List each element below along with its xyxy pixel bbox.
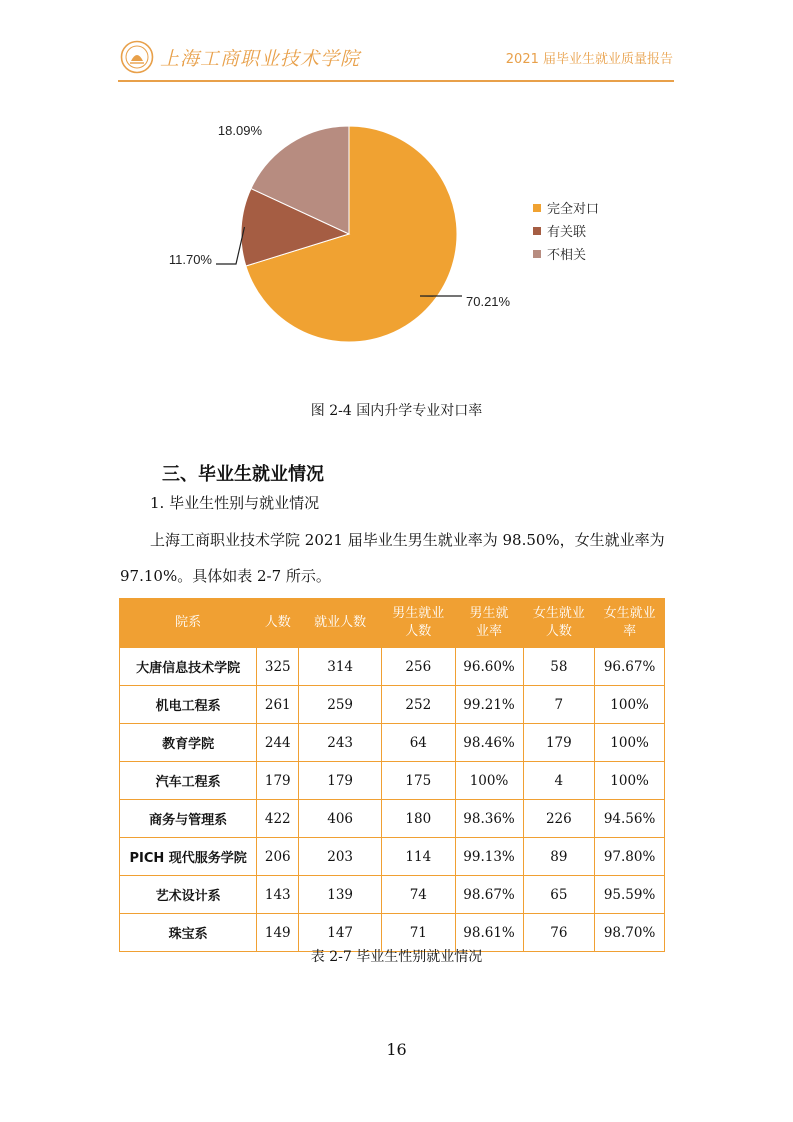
table-cell: 256 [382, 648, 456, 686]
table-cell: 76 [523, 914, 595, 952]
table-cell: 89 [523, 838, 595, 876]
table-cell: 114 [382, 838, 456, 876]
table-cell: 226 [523, 800, 595, 838]
school-name: 上海工商职业技术学院 [160, 48, 361, 70]
table-row [120, 876, 665, 914]
table-cell: 96.60% [455, 648, 523, 686]
table-cell: 422 [257, 800, 299, 838]
table-cell: 74 [382, 876, 456, 914]
table-row [120, 838, 665, 876]
table-cell: 98.36% [455, 800, 523, 838]
department-cell: 机电工程系 [120, 686, 257, 724]
table-row [120, 724, 665, 762]
table-cell: 325 [257, 648, 299, 686]
table-cell: 95.59% [595, 876, 665, 914]
header-text: 男生就业率 [469, 606, 509, 639]
legend-label: 有关联 [547, 225, 587, 240]
table-cell: 139 [299, 876, 382, 914]
table-cell: 100% [455, 762, 523, 800]
header-text: 女生就业人数 [532, 606, 585, 639]
table-cell: 180 [382, 800, 456, 838]
table-header-cell [595, 599, 665, 648]
table-cell: 71 [382, 914, 456, 952]
table-cell: 100% [595, 762, 665, 800]
table-cell: 97.80% [595, 838, 665, 876]
table-cell: 406 [299, 800, 382, 838]
pie-data-label: 18.09% [217, 123, 262, 138]
table-header-cell [382, 599, 456, 648]
table-cell: 179 [299, 762, 382, 800]
table-header-cell [523, 599, 595, 648]
department-cell: PICH 现代服务学院 [120, 838, 257, 876]
table-cell: 259 [299, 686, 382, 724]
legend-swatch [533, 204, 541, 212]
table-cell: 58 [523, 648, 595, 686]
table-cell: 314 [299, 648, 382, 686]
table-cell: 98.70% [595, 914, 665, 952]
table-cell: 243 [299, 724, 382, 762]
page-header [0, 0, 793, 100]
department-cell: 汽车工程系 [120, 762, 257, 800]
table-cell: 252 [382, 686, 456, 724]
table-cell: 4 [523, 762, 595, 800]
sub-heading: 1. 毕业生性别与就业情况 [150, 494, 320, 512]
table-cell: 100% [595, 724, 665, 762]
table-body [120, 648, 665, 952]
header-text: 院系 [175, 615, 202, 630]
table-header-cell [455, 599, 523, 648]
table-header-cell [257, 599, 299, 648]
table-cell: 100% [595, 686, 665, 724]
table-cell: 99.21% [455, 686, 523, 724]
table-cell: 7 [523, 686, 595, 724]
department-cell: 商务与管理系 [120, 800, 257, 838]
page-number: 16 [386, 1040, 407, 1059]
pie-data-label: 11.70% [168, 252, 212, 267]
table-header-cell [299, 599, 382, 648]
table-cell: 94.56% [595, 800, 665, 838]
table-header-cell [120, 599, 257, 648]
school-logo-icon [120, 40, 154, 74]
employment-table [119, 598, 665, 952]
table-cell: 147 [299, 914, 382, 952]
table-cell: 143 [257, 876, 299, 914]
report-title: 2021 届毕业生就业质量报告 [505, 52, 673, 67]
pie-chart [0, 100, 793, 390]
department-cell: 大唐信息技术学院 [120, 648, 257, 686]
table-cell: 203 [299, 838, 382, 876]
table-cell: 179 [523, 724, 595, 762]
legend-label: 不相关 [547, 248, 587, 263]
department-cell: 艺术设计系 [120, 876, 257, 914]
table-cell: 65 [523, 876, 595, 914]
table-cell: 96.67% [595, 648, 665, 686]
pie-data-label: 70.21% [466, 294, 511, 309]
legend-label: 完全对口 [547, 202, 600, 217]
table-cell: 98.67% [455, 876, 523, 914]
table-cell: 179 [257, 762, 299, 800]
table-row [120, 686, 665, 724]
header-divider [118, 80, 674, 82]
table-cell: 244 [257, 724, 299, 762]
table-row [120, 800, 665, 838]
table-row [120, 762, 665, 800]
table-cell: 99.13% [455, 838, 523, 876]
pie-leader-line [216, 227, 244, 264]
table-cell: 149 [257, 914, 299, 952]
table-header-row [120, 599, 665, 648]
table-row [120, 648, 665, 686]
table-caption: 表 2-7 毕业生性别就业情况 [310, 949, 483, 965]
table-cell: 175 [382, 762, 456, 800]
table-cell: 98.61% [455, 914, 523, 952]
legend-swatch [533, 227, 541, 235]
department-cell: 教育学院 [120, 724, 257, 762]
body-paragraph: 上海工商职业技术学院 2021 届毕业生男生就业率为 98.50%，女生就业率为 97.10%。具体如表 2-7 所示。 [120, 531, 665, 585]
table-cell: 261 [257, 686, 299, 724]
header-text: 人数 [264, 615, 291, 630]
header-text: 就业人数 [314, 615, 367, 630]
legend-swatch [533, 250, 541, 258]
department-cell: 珠宝系 [120, 914, 257, 952]
header-text: 男生就业人数 [392, 606, 445, 639]
section-heading: 三、毕业生就业情况 [162, 464, 324, 485]
table-cell: 64 [382, 724, 456, 762]
table-cell: 206 [257, 838, 299, 876]
table-cell: 98.46% [455, 724, 523, 762]
header-text: 女生就业率 [603, 606, 656, 639]
figure-caption: 图 2-4 国内升学专业对口率 [310, 403, 483, 419]
